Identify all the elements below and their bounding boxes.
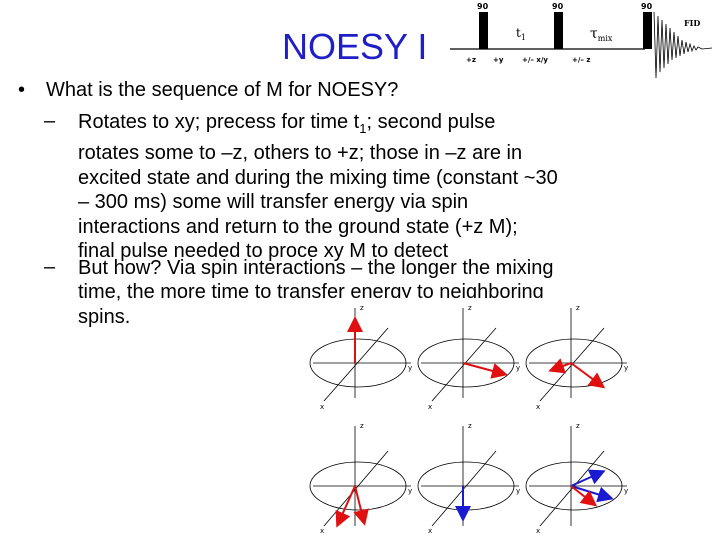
svg-text:y: y	[624, 487, 629, 495]
sub-bullet-marker: –	[44, 110, 56, 132]
svg-text:y: y	[516, 364, 521, 372]
sub-bullet-line: Rotates to xy; precess for time $t_1$; second pulse	[78, 111, 496, 136]
svg-text:y: y	[624, 364, 629, 372]
svg-text:z: z	[576, 304, 580, 312]
mixing-time-label: $\tau_{mix}$	[590, 26, 613, 43]
pulse-bar-1	[479, 12, 488, 49]
pulse-label-2: 90	[552, 2, 564, 11]
vector-diagram-5	[418, 422, 520, 535]
sub-bullet-line: rotates some to –z, others to +z; those in –z are in	[78, 142, 523, 165]
sub-bullet-line: excited state and during the mixing time (constant ~30	[78, 166, 558, 189]
magnetization-vector-diagrams	[308, 298, 638, 538]
sub-bullet-marker: –	[44, 256, 56, 278]
vector-diagram-1	[310, 304, 412, 411]
pulse-bar-2	[554, 12, 563, 49]
slide-title: NOESY I	[282, 26, 428, 67]
pulse-bar-3	[643, 12, 652, 49]
vector-diagram-3	[526, 304, 628, 411]
phase-label-y: +y	[493, 56, 504, 64]
svg-text:z: z	[576, 422, 580, 430]
svg-text:z: z	[360, 304, 364, 312]
sub-bullet-sequence	[78, 110, 678, 263]
phase-label-pm-z: +/– z	[572, 56, 591, 64]
vector-diagram-2	[418, 304, 520, 411]
bullet-marker: •	[18, 79, 26, 101]
fid-label: FID	[684, 18, 701, 28]
svg-text:z: z	[360, 422, 364, 430]
vector-diagram-6	[526, 422, 628, 535]
vector-diagram-4	[310, 422, 412, 535]
sub-bullet-line: interactions and return to the ground state (+z M);	[78, 215, 518, 238]
phase-label-z: +z	[466, 56, 476, 64]
sub-bullet-line: spins.	[78, 305, 131, 328]
svg-text:x: x	[320, 527, 325, 535]
svg-text:x: x	[428, 403, 433, 411]
svg-text:y: y	[408, 364, 413, 372]
bullet-text: What is the sequence of M for NOESY?	[46, 79, 399, 101]
pulse-label-3: 90	[641, 2, 653, 11]
svg-text:y: y	[408, 487, 413, 495]
fid-signal	[654, 12, 712, 78]
svg-text:y: y	[516, 487, 521, 495]
pulse-sequence-diagram	[450, 0, 720, 80]
sub-bullet-line: But how? Via spin interactions – the longer the mixing	[78, 257, 554, 279]
svg-text:x: x	[320, 403, 325, 411]
svg-text:x: x	[428, 527, 433, 535]
sub-bullet-line: – 300 ms) some will transfer energy via spin	[78, 191, 469, 214]
svg-text:z: z	[468, 304, 472, 312]
t1-label: $t_1$	[516, 26, 526, 42]
svg-text:x: x	[536, 527, 541, 535]
svg-text:z: z	[468, 422, 472, 430]
phase-label-xy: +/– x/y	[522, 56, 548, 64]
sub-bullet-line: time, the more time to transfer energy to neighboring	[78, 281, 544, 304]
pulse-label-1: 90	[477, 2, 489, 11]
svg-text:x: x	[536, 403, 541, 411]
sub-bullet-line: final pulse needed to proce xy M to detect	[78, 240, 449, 263]
